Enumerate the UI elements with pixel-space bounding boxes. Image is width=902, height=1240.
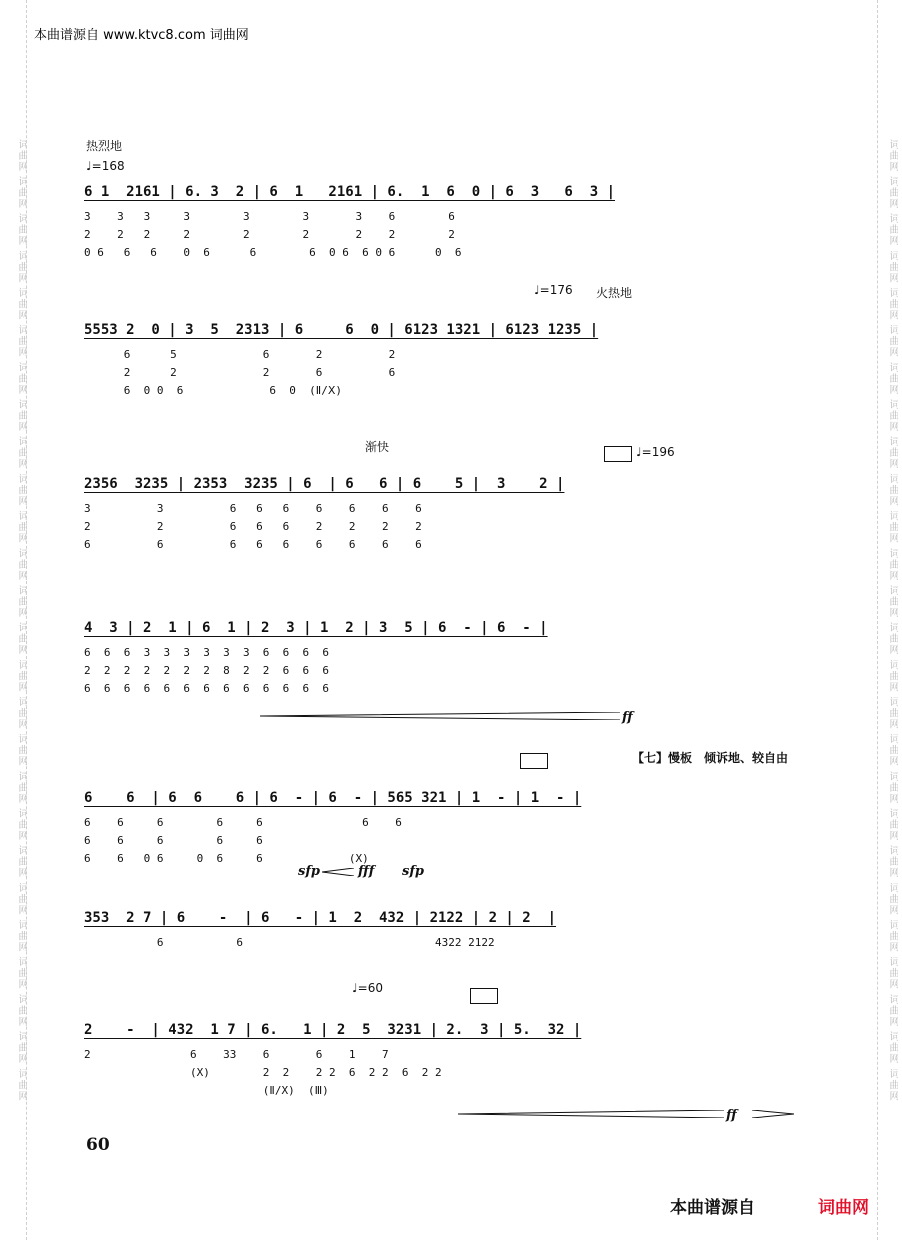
percussion-symbol-icon bbox=[520, 753, 548, 769]
score-system-3 bbox=[84, 476, 832, 576]
crescendo-hairpin bbox=[260, 712, 620, 720]
crescendo-hairpin bbox=[322, 868, 354, 876]
right-watermark-strip: 词曲网 词曲网 词曲网 词曲网 词曲网 词曲网 词曲网 词曲网 词曲网 词曲网 词曲网 词曲网 词曲网 词曲网 词曲网 词曲网 词曲网 词曲网 词曲网 词曲网 词曲网 词曲网 词曲网 词曲网 词曲网 词曲网 bbox=[887, 138, 898, 1102]
accompaniment-line-middle: 2 2 2 2 2 2 2 2 2 bbox=[84, 228, 455, 241]
tempo-60: ♩=60 bbox=[352, 981, 383, 995]
accompaniment-line-middle: 2 2 2 6 6 bbox=[84, 366, 396, 379]
melody-line: 4 3 | 2 1 | 6 1 | 2 3 | 1 2 | 3 5 | 6 - | 6 - | bbox=[84, 620, 548, 636]
expression-huore: 火热地 bbox=[596, 286, 633, 300]
dynamic-fff: fff bbox=[358, 864, 375, 879]
melody-line: 6 1 2161 | 6. 3 2 | 6 1 2161 | 6. 1 6 0 | 6 3 6 3 | bbox=[84, 184, 616, 200]
score-system-5 bbox=[84, 790, 832, 870]
accompaniment-line-lower: 0 6 6 6 0 6 6 6 0 6 6 0 6 0 6 bbox=[84, 246, 462, 259]
accompaniment-line-upper: 3 3 3 3 3 3 3 6 6 bbox=[84, 210, 455, 223]
accompaniment-line-lower: 6 6 0 6 0 6 6 (X) bbox=[84, 852, 369, 865]
dynamic-ff: ff bbox=[726, 1108, 737, 1123]
accompaniment-line-upper: 6 6 6 6 6 6 6 bbox=[84, 816, 402, 829]
melody-line: 353 2 7 | 6 - | 6 - | 1 2 432 | 2122 | 2 | 2 | bbox=[84, 910, 557, 926]
tempo-168: ♩=168 bbox=[86, 159, 125, 173]
score-system-1 bbox=[84, 184, 832, 264]
score-system-4 bbox=[84, 620, 832, 700]
melody-line: 2356 3235 | 2353 3235 | 6 | 6 6 | 6 5 | 3 2 | bbox=[84, 476, 565, 492]
left-margin-divider bbox=[26, 0, 27, 1240]
accompaniment-line-lower: 6 6 6 6 6 6 6 6 6 6 6 6 6 bbox=[84, 682, 330, 695]
decrescendo-hairpin bbox=[752, 1110, 794, 1118]
score-system-7 bbox=[84, 1022, 832, 1102]
accompaniment-line-upper: 6 6 4322 2122 bbox=[84, 936, 495, 949]
accompaniment-line-lower: 6 0 0 6 6 0 (Ⅱ/Ⅹ) bbox=[84, 384, 342, 397]
header-source-text: 本曲谱源自 www.ktvc8.com 词曲网 bbox=[34, 28, 249, 43]
dynamic-ff: ff bbox=[622, 710, 633, 725]
expression-rela: 热烈地 bbox=[86, 139, 123, 153]
footer-brand-logo: 词曲网 bbox=[818, 1198, 869, 1218]
footer-source-label: 本曲谱源自 bbox=[670, 1198, 755, 1218]
crescendo-hairpin bbox=[458, 1110, 724, 1118]
score-system-6 bbox=[84, 910, 832, 970]
accompaniment-line-middle: (X) 2 2 2 2 6 2 2 6 2 2 bbox=[84, 1066, 442, 1079]
accompaniment-line-middle: 2 2 2 2 2 2 2 8 2 2 6 6 6 bbox=[84, 664, 330, 677]
tempo-176: ♩=176 bbox=[534, 283, 573, 297]
accompaniment-line-upper: 3 3 6 6 6 6 6 6 6 bbox=[84, 502, 422, 515]
accompaniment-line-upper: 2 6 33 6 6 1 7 bbox=[84, 1048, 389, 1061]
dynamic-sfp: sfp bbox=[298, 864, 321, 879]
accompaniment-line-lower: (Ⅱ/X) (Ⅲ) bbox=[84, 1084, 329, 1097]
score-system-2 bbox=[84, 322, 832, 422]
accompaniment-line-middle: 2 2 6 6 6 2 2 2 2 bbox=[84, 520, 422, 533]
accompaniment-line-middle: 6 6 6 6 6 bbox=[84, 834, 263, 847]
accompaniment-line-upper: 6 5 6 2 2 bbox=[84, 348, 396, 361]
melody-line: 6 6 | 6 6 6 | 6 - | 6 - | 565 321 | 1 - | 1 - | bbox=[84, 790, 582, 806]
accompaniment-line-upper: 6 6 6 3 3 3 3 3 3 6 6 6 6 bbox=[84, 646, 330, 659]
page-number: 60 bbox=[86, 1135, 110, 1155]
section-heading-7: 【七】慢板 倾诉地、较自由 bbox=[632, 751, 789, 765]
left-watermark-strip: 词曲网 词曲网 词曲网 词曲网 词曲网 词曲网 词曲网 词曲网 词曲网 词曲网 词曲网 词曲网 词曲网 词曲网 词曲网 词曲网 词曲网 词曲网 词曲网 词曲网 词曲网 词曲网 词曲网 词曲网 词曲网 词曲网 bbox=[16, 138, 27, 1102]
expression-jiankuai: 渐快 bbox=[365, 440, 390, 454]
melody-line: 2 - | 432 1 7 | 6. 1 | 2 5 3231 | 2. 3 | 5. 32 | bbox=[84, 1022, 582, 1038]
accompaniment-line-lower: 6 6 6 6 6 6 6 6 6 bbox=[84, 538, 422, 551]
percussion-symbol-icon bbox=[604, 446, 632, 462]
melody-line: 5553 2 0 | 3 5 2313 | 6 6 0 | 6123 1321 | 6123 1235 | bbox=[84, 322, 599, 338]
percussion-symbol-icon bbox=[470, 988, 498, 1004]
dynamic-sfp: sfp bbox=[402, 864, 425, 879]
tempo-196: ♩=196 bbox=[636, 445, 675, 459]
